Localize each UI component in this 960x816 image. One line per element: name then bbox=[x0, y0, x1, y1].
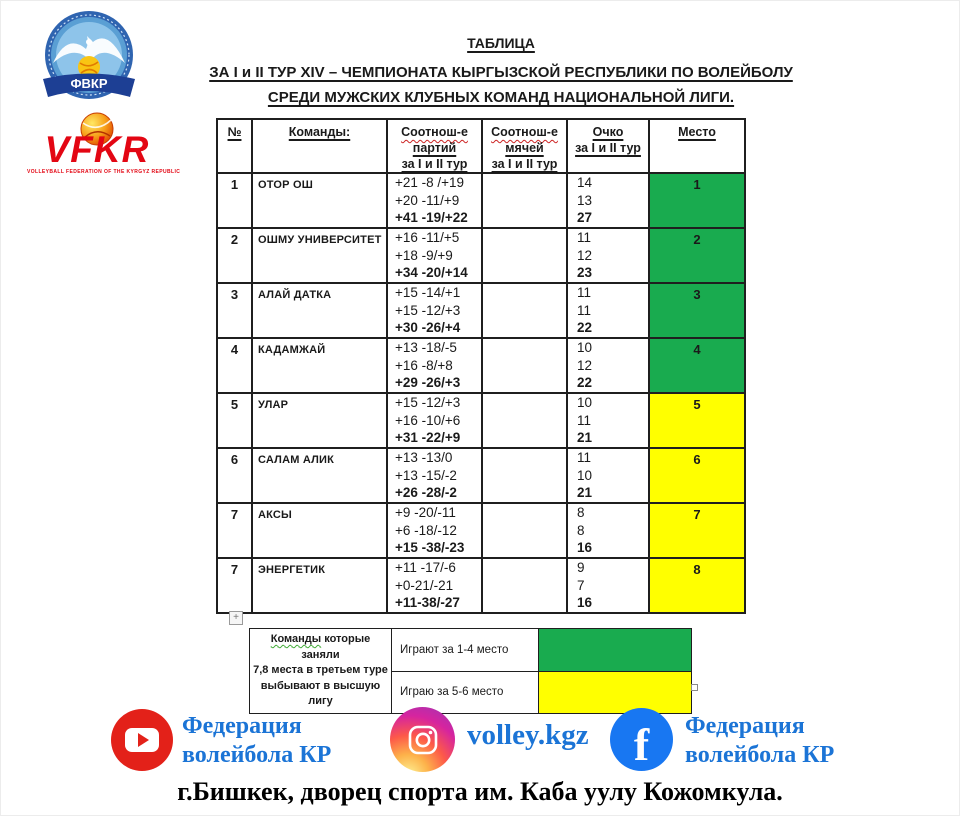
page-title: ТАБЛИЦА bbox=[467, 35, 535, 51]
col-header-points: Очко за I и II тур bbox=[567, 119, 649, 173]
legend-swatch-yellow bbox=[539, 671, 692, 713]
table-row bbox=[217, 173, 745, 228]
youtube-icon[interactable] bbox=[111, 709, 173, 771]
points: 14 13 27 bbox=[567, 173, 649, 228]
table-row bbox=[217, 228, 745, 283]
sets-ratio: +11 -17/-6 +0-21/-21 +11-38/-27 bbox=[387, 558, 482, 613]
row-num: 2 bbox=[217, 228, 252, 283]
balls-ratio bbox=[482, 558, 567, 613]
vfkr-logo bbox=[27, 113, 181, 179]
col-header-teams: Команды: bbox=[252, 119, 387, 173]
table-move-handle-icon[interactable]: + bbox=[229, 611, 243, 625]
col-header-place: Место bbox=[649, 119, 745, 173]
table-header-row bbox=[217, 119, 745, 173]
table-resize-handle[interactable] bbox=[691, 684, 698, 691]
venue-address: г.Бишкек, дворец спорта им. Каба уулу Кожомкула. bbox=[177, 777, 783, 806]
fvkr-emblem-icon bbox=[37, 9, 141, 109]
row-num: 7 bbox=[217, 503, 252, 558]
team-name: АКСЫ bbox=[252, 503, 387, 558]
place-cell: 8 bbox=[649, 558, 745, 613]
legend-label-bottom: Играю за 5-6 место bbox=[392, 671, 539, 713]
balls-ratio bbox=[482, 393, 567, 448]
instagram-icon[interactable] bbox=[390, 707, 455, 772]
balls-ratio bbox=[482, 503, 567, 558]
team-name: АЛАЙ ДАТКА bbox=[252, 283, 387, 338]
place-cell: 2 bbox=[649, 228, 745, 283]
place-cell: 6 bbox=[649, 448, 745, 503]
team-name: КАДАМЖАЙ bbox=[252, 338, 387, 393]
balls-ratio bbox=[482, 173, 567, 228]
table-row bbox=[217, 393, 745, 448]
vfkr-caption: VOLLEYBALL FEDERATION OF THE KYRGYZ REPUBLIC bbox=[27, 169, 181, 175]
facebook-label: Федерация волейбола КР bbox=[685, 713, 835, 768]
place-cell: 4 bbox=[649, 338, 745, 393]
points: 11 12 23 bbox=[567, 228, 649, 283]
sets-ratio: +13 -13/0 +13 -15/-2 +26 -28/-2 bbox=[387, 448, 482, 503]
legend-note: Команды которые заняли 7,8 места в третьем туре выбывают в высшую лигу bbox=[250, 629, 392, 714]
points: 11 11 22 bbox=[567, 283, 649, 338]
fvkr-emblem-logo bbox=[37, 9, 141, 109]
team-name: ОШМУ УНИВЕРСИТЕТ bbox=[252, 228, 387, 283]
facebook-f-glyph: f bbox=[633, 718, 650, 770]
col-header-balls: Соотнош-е мячей за I и II тур bbox=[482, 119, 567, 173]
table-row bbox=[217, 283, 745, 338]
team-name: САЛАМ АЛИК bbox=[252, 448, 387, 503]
place-cell: 5 bbox=[649, 393, 745, 448]
balls-ratio bbox=[482, 283, 567, 338]
sets-ratio: +9 -20/-11 +6 -18/-12 +15 -38/-23 bbox=[387, 503, 482, 558]
place-cell: 1 bbox=[649, 173, 745, 228]
table-row bbox=[217, 503, 745, 558]
sets-ratio: +16 -11/+5 +18 -9/+9 +34 -20/+14 bbox=[387, 228, 482, 283]
col-header-sets: Соотнош-е партий за I и II тур bbox=[387, 119, 482, 173]
page-subtitle-2: СРЕДИ МУЖСКИХ КЛУБНЫХ КОМАНД НАЦИОНАЛЬНОЙ ЛИГИ. bbox=[267, 89, 735, 106]
team-name: ЭНЕРГЕТИК bbox=[252, 558, 387, 613]
balls-ratio bbox=[482, 228, 567, 283]
page-subtitle-1: ЗА I и II ТУР XIV – ЧЕМПИОНАТА КЫРГЫЗСКОЙ РЕСПУБЛИКИ ПО ВОЛЕЙБОЛУ bbox=[209, 64, 793, 81]
legend-table bbox=[249, 628, 692, 714]
instagram-handle: volley.kgz bbox=[467, 719, 589, 751]
camera-icon bbox=[406, 723, 440, 757]
row-num: 4 bbox=[217, 338, 252, 393]
points: 10 11 21 bbox=[567, 393, 649, 448]
row-num: 3 bbox=[217, 283, 252, 338]
balls-ratio bbox=[482, 448, 567, 503]
table-row bbox=[217, 448, 745, 503]
points: 11 10 21 bbox=[567, 448, 649, 503]
team-name: УЛАР bbox=[252, 393, 387, 448]
points: 8 8 16 bbox=[567, 503, 649, 558]
fvkr-banner-text: ФВКР bbox=[70, 76, 108, 91]
balls-ratio bbox=[482, 338, 567, 393]
sets-ratio: +15 -12/+3 +16 -10/+6 +31 -22/+9 bbox=[387, 393, 482, 448]
col-header-num: № bbox=[217, 119, 252, 173]
row-num: 1 bbox=[217, 173, 252, 228]
team-name: ОТОР ОШ bbox=[252, 173, 387, 228]
play-icon bbox=[138, 733, 149, 747]
facebook-icon[interactable] bbox=[610, 708, 673, 771]
points: 10 12 22 bbox=[567, 338, 649, 393]
place-cell: 7 bbox=[649, 503, 745, 558]
legend-swatch-green bbox=[539, 629, 692, 672]
table-row bbox=[217, 558, 745, 613]
place-cell: 3 bbox=[649, 283, 745, 338]
sets-ratio: +13 -18/-5 +16 -8/+8 +29 -26/+3 bbox=[387, 338, 482, 393]
youtube-label: Федерация волейбола КР bbox=[182, 713, 332, 768]
row-num: 7 bbox=[217, 558, 252, 613]
table-row bbox=[217, 338, 745, 393]
row-num: 6 bbox=[217, 448, 252, 503]
points: 9 7 16 bbox=[567, 558, 649, 613]
standings-table bbox=[216, 118, 746, 614]
sets-ratio: +15 -14/+1 +15 -12/+3 +30 -26/+4 bbox=[387, 283, 482, 338]
vfkr-wordmark: VFKR bbox=[44, 129, 150, 170]
row-num: 5 bbox=[217, 393, 252, 448]
legend-label-top: Играют за 1-4 место bbox=[392, 629, 539, 672]
sets-ratio: +21 -8 /+19 +20 -11/+9 +41 -19/+22 bbox=[387, 173, 482, 228]
